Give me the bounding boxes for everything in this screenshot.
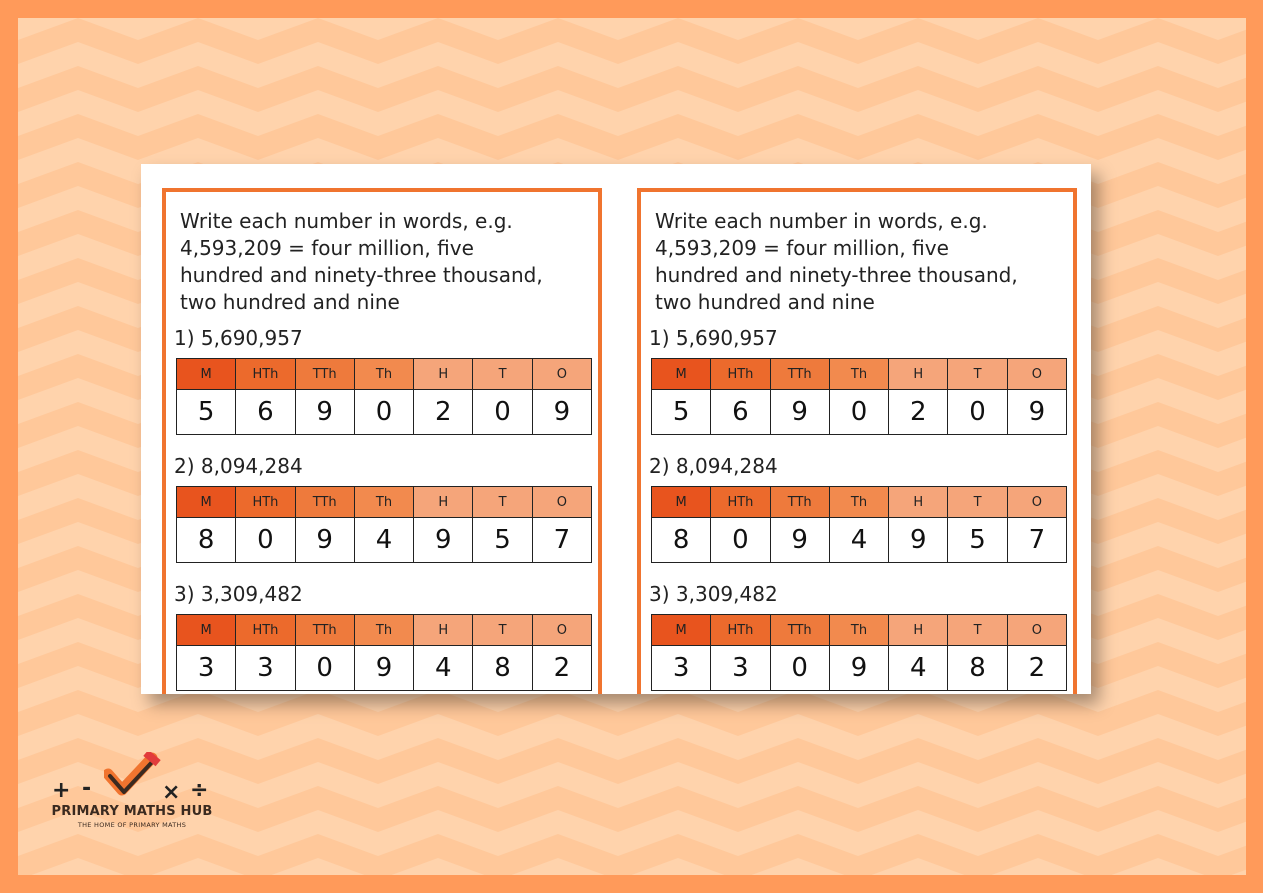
place-value-header: T <box>948 359 1007 390</box>
digit-cell: 9 <box>1007 390 1066 435</box>
digit-cell: 9 <box>829 646 888 691</box>
place-value-header: TTh <box>295 487 354 518</box>
place-value-header: HTh <box>711 487 770 518</box>
logo-title: PRIMARY MATHS HUB <box>51 804 213 819</box>
place-value-table <box>651 614 1067 691</box>
question-label: 2) 8,094,284 <box>174 454 303 478</box>
logo-subtitle: THE HOME OF PRIMARY MATHS <box>77 821 187 829</box>
digit-cell: 9 <box>770 390 829 435</box>
digit-cell: 0 <box>711 518 770 563</box>
digit-cell: 9 <box>770 518 829 563</box>
place-value-header: H <box>414 359 473 390</box>
place-value-table <box>176 358 592 435</box>
digit-cell: 3 <box>177 646 236 691</box>
digit-cell: 9 <box>532 390 591 435</box>
place-value-header: O <box>532 487 591 518</box>
digit-cell: 8 <box>177 518 236 563</box>
digit-cell: 0 <box>948 390 1007 435</box>
instructions <box>655 208 1075 316</box>
digit-cell: 9 <box>354 646 413 691</box>
digit-cell: 0 <box>473 390 532 435</box>
digit-cell: 5 <box>473 518 532 563</box>
digit-cell: 0 <box>829 390 888 435</box>
digit-cell: 2 <box>532 646 591 691</box>
place-value-header: H <box>889 487 948 518</box>
primary-maths-hub-logo <box>44 752 224 842</box>
place-value-table <box>651 486 1067 563</box>
instruction-line: two hundred and nine <box>180 290 400 314</box>
place-value-table <box>176 486 592 563</box>
digit-cell: 9 <box>414 518 473 563</box>
digit-cell: 2 <box>889 390 948 435</box>
digit-cell: 8 <box>948 646 1007 691</box>
place-value-table <box>651 358 1067 435</box>
place-value-header: M <box>652 359 711 390</box>
question-label: 3) 3,309,482 <box>174 582 303 606</box>
digit-cell: 3 <box>652 646 711 691</box>
digit-cell: 9 <box>295 390 354 435</box>
place-value-header: TTh <box>770 615 829 646</box>
place-value-header: Th <box>829 615 888 646</box>
place-value-header: O <box>1007 615 1066 646</box>
place-value-table <box>176 614 592 691</box>
digit-cell: 5 <box>652 390 711 435</box>
instruction-line: 4,593,209 = four million, five <box>655 236 949 260</box>
digit-cell: 4 <box>889 646 948 691</box>
digit-cell: 9 <box>295 518 354 563</box>
place-value-header: Th <box>354 487 413 518</box>
place-value-header: TTh <box>770 487 829 518</box>
minus-symbol: - <box>82 776 92 801</box>
digit-cell: 8 <box>652 518 711 563</box>
place-value-header: O <box>532 359 591 390</box>
digit-cell: 6 <box>711 390 770 435</box>
question-label: 1) 5,690,957 <box>174 326 303 350</box>
worksheet-card-right <box>637 188 1077 694</box>
place-value-header: Th <box>354 359 413 390</box>
question-label: 3) 3,309,482 <box>649 582 778 606</box>
place-value-header: Th <box>354 615 413 646</box>
digit-cell: 5 <box>948 518 1007 563</box>
place-value-header: M <box>177 359 236 390</box>
instruction-line: hundred and ninety-three thousand, <box>655 263 1018 287</box>
digit-cell: 2 <box>1007 646 1066 691</box>
digit-cell: 5 <box>177 390 236 435</box>
place-value-header: Th <box>829 359 888 390</box>
place-value-header: M <box>177 487 236 518</box>
place-value-header: TTh <box>770 359 829 390</box>
instruction-line: two hundred and nine <box>655 290 875 314</box>
plus-symbol: + <box>52 778 71 803</box>
digit-cell: 0 <box>295 646 354 691</box>
place-value-header: T <box>948 615 1007 646</box>
place-value-header: M <box>177 615 236 646</box>
digit-cell: 4 <box>829 518 888 563</box>
instruction-line: Write each number in words, e.g. <box>655 209 988 233</box>
instruction-line: 4,593,209 = four million, five <box>180 236 474 260</box>
digit-cell: 9 <box>889 518 948 563</box>
place-value-header: M <box>652 487 711 518</box>
place-value-header: H <box>889 615 948 646</box>
digit-cell: 6 <box>236 390 295 435</box>
instructions <box>180 208 600 316</box>
place-value-header: T <box>473 615 532 646</box>
digit-cell: 7 <box>1007 518 1066 563</box>
place-value-header: O <box>1007 359 1066 390</box>
place-value-header: HTh <box>236 487 295 518</box>
place-value-header: Th <box>829 487 888 518</box>
digit-cell: 3 <box>711 646 770 691</box>
place-value-header: H <box>414 615 473 646</box>
place-value-header: TTh <box>295 615 354 646</box>
instruction-line: Write each number in words, e.g. <box>180 209 513 233</box>
place-value-header: M <box>652 615 711 646</box>
question-label: 1) 5,690,957 <box>649 326 778 350</box>
place-value-header: HTh <box>711 615 770 646</box>
digit-cell: 4 <box>354 518 413 563</box>
place-value-header: TTh <box>295 359 354 390</box>
question-label: 2) 8,094,284 <box>649 454 778 478</box>
digit-cell: 4 <box>414 646 473 691</box>
checkmark-pencil-icon <box>104 752 166 802</box>
place-value-header: H <box>414 487 473 518</box>
digit-cell: 0 <box>236 518 295 563</box>
digit-cell: 0 <box>770 646 829 691</box>
place-value-header: O <box>532 615 591 646</box>
digit-cell: 7 <box>532 518 591 563</box>
place-value-header: T <box>473 359 532 390</box>
place-value-header: H <box>889 359 948 390</box>
worksheet-preview <box>141 164 1091 694</box>
instruction-line: hundred and ninety-three thousand, <box>180 263 543 287</box>
digit-cell: 3 <box>236 646 295 691</box>
place-value-header: HTh <box>711 359 770 390</box>
place-value-header: HTh <box>236 359 295 390</box>
times-symbol: × <box>162 780 181 805</box>
digit-cell: 2 <box>414 390 473 435</box>
digit-cell: 8 <box>473 646 532 691</box>
digit-cell: 0 <box>354 390 413 435</box>
divide-symbol: ÷ <box>190 778 209 803</box>
place-value-header: T <box>473 487 532 518</box>
worksheet-card-left <box>162 188 602 694</box>
place-value-header: HTh <box>236 615 295 646</box>
place-value-header: O <box>1007 487 1066 518</box>
place-value-header: T <box>948 487 1007 518</box>
